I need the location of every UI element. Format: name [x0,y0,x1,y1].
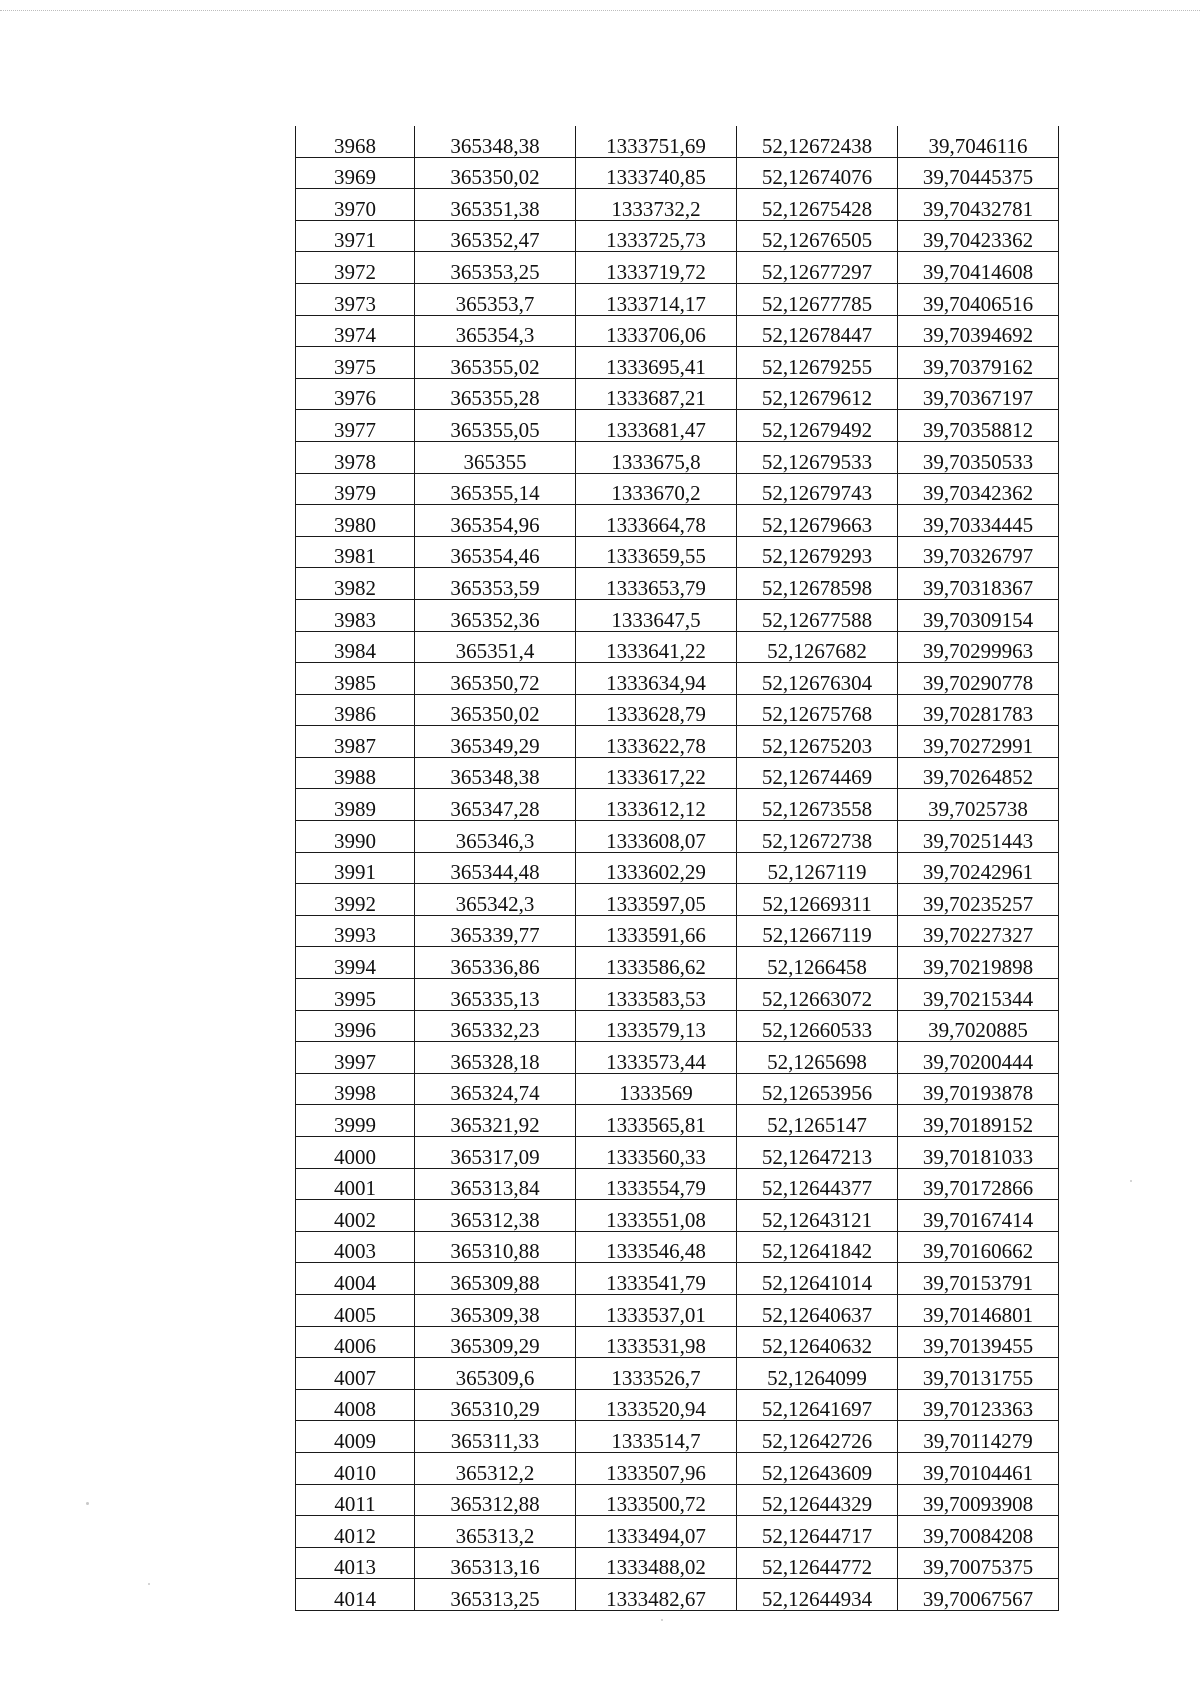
table-row [296,157,1059,189]
longitude-cell: 39,70445375 [898,157,1059,189]
x-coordinate-cell: 365313,2 [415,1516,576,1548]
y-coordinate-cell: 1333714,17 [576,283,737,315]
longitude-cell: 39,7046116 [898,126,1059,157]
table-row [296,347,1059,379]
latitude-cell: 52,12674469 [737,757,898,789]
latitude-cell: 52,12653956 [737,1073,898,1105]
latitude-cell: 52,12643121 [737,1200,898,1232]
longitude-cell: 39,70358812 [898,410,1059,442]
latitude-cell: 52,12672738 [737,821,898,853]
y-coordinate-cell: 1333641,22 [576,631,737,663]
longitude-cell: 39,70235257 [898,884,1059,916]
y-coordinate-cell: 1333500,72 [576,1484,737,1516]
y-coordinate-cell: 1333526,7 [576,1358,737,1390]
x-coordinate-cell: 365309,29 [415,1326,576,1358]
latitude-cell: 52,12644717 [737,1516,898,1548]
table-row [296,726,1059,758]
longitude-cell: 39,70114279 [898,1421,1059,1453]
latitude-cell: 52,12641014 [737,1263,898,1295]
point-number-cell: 3988 [296,757,415,789]
table-row [296,1421,1059,1453]
x-coordinate-cell: 365354,96 [415,505,576,537]
longitude-cell: 39,7025738 [898,789,1059,821]
latitude-cell: 52,12679293 [737,536,898,568]
table-row [296,663,1059,695]
latitude-cell: 52,12677785 [737,283,898,315]
point-number-cell: 3974 [296,315,415,347]
table-row [296,599,1059,631]
point-number-cell: 3983 [296,599,415,631]
point-number-cell: 3993 [296,915,415,947]
y-coordinate-cell: 1333494,07 [576,1516,737,1548]
table-row [296,568,1059,600]
longitude-cell: 39,70139455 [898,1326,1059,1358]
point-number-cell: 3973 [296,283,415,315]
longitude-cell: 39,70172866 [898,1168,1059,1200]
x-coordinate-cell: 365355,28 [415,378,576,410]
table-row [296,915,1059,947]
x-coordinate-cell: 365350,02 [415,157,576,189]
latitude-cell: 52,12675768 [737,694,898,726]
longitude-cell: 39,70423362 [898,220,1059,252]
table-row [296,473,1059,505]
y-coordinate-cell: 1333591,66 [576,915,737,947]
longitude-cell: 39,7020885 [898,1010,1059,1042]
table-row [296,852,1059,884]
y-coordinate-cell: 1333719,72 [576,252,737,284]
y-coordinate-cell: 1333647,5 [576,599,737,631]
table-row [296,252,1059,284]
table-row [296,315,1059,347]
point-number-cell: 3992 [296,884,415,916]
longitude-cell: 39,70181033 [898,1137,1059,1169]
latitude-cell: 52,1267682 [737,631,898,663]
table-row [296,1168,1059,1200]
y-coordinate-cell: 1333681,47 [576,410,737,442]
table-row [296,1452,1059,1484]
x-coordinate-cell: 365312,2 [415,1452,576,1484]
longitude-cell: 39,70281783 [898,694,1059,726]
point-number-cell: 3971 [296,220,415,252]
latitude-cell: 52,12643609 [737,1452,898,1484]
latitude-cell: 52,1265698 [737,1042,898,1074]
x-coordinate-cell: 365352,36 [415,599,576,631]
x-coordinate-cell: 365312,88 [415,1484,576,1516]
y-coordinate-cell: 1333622,78 [576,726,737,758]
x-coordinate-cell: 365310,88 [415,1231,576,1263]
latitude-cell: 52,12644934 [737,1579,898,1611]
y-coordinate-cell: 1333583,53 [576,979,737,1011]
latitude-cell: 52,12644772 [737,1547,898,1579]
y-coordinate-cell: 1333670,2 [576,473,737,505]
latitude-cell: 52,12644329 [737,1484,898,1516]
latitude-cell: 52,12673558 [737,789,898,821]
coordinates-table-body [296,126,1059,1610]
x-coordinate-cell: 365317,09 [415,1137,576,1169]
longitude-cell: 39,70084208 [898,1516,1059,1548]
table-row [296,1010,1059,1042]
longitude-cell: 39,70334445 [898,505,1059,537]
x-coordinate-cell: 365352,47 [415,220,576,252]
x-coordinate-cell: 365350,72 [415,663,576,695]
longitude-cell: 39,70272991 [898,726,1059,758]
table-row [296,1358,1059,1390]
x-coordinate-cell: 365310,29 [415,1389,576,1421]
longitude-cell: 39,70318367 [898,568,1059,600]
x-coordinate-cell: 365311,33 [415,1421,576,1453]
longitude-cell: 39,70264852 [898,757,1059,789]
table-row [296,1105,1059,1137]
point-number-cell: 3970 [296,189,415,221]
latitude-cell: 52,12660533 [737,1010,898,1042]
x-coordinate-cell: 365355,05 [415,410,576,442]
point-number-cell: 4009 [296,1421,415,1453]
latitude-cell: 52,12642726 [737,1421,898,1453]
longitude-cell: 39,70227327 [898,915,1059,947]
y-coordinate-cell: 1333573,44 [576,1042,737,1074]
x-coordinate-cell: 365346,3 [415,821,576,853]
longitude-cell: 39,70342362 [898,473,1059,505]
point-number-cell: 4002 [296,1200,415,1232]
point-number-cell: 4004 [296,1263,415,1295]
latitude-cell: 52,12678598 [737,568,898,600]
point-number-cell: 3980 [296,505,415,537]
table-row [296,283,1059,315]
point-number-cell: 3976 [296,378,415,410]
table-row [296,1516,1059,1548]
table-row [296,189,1059,221]
point-number-cell: 3975 [296,347,415,379]
table-row [296,441,1059,473]
longitude-cell: 39,70290778 [898,663,1059,695]
y-coordinate-cell: 1333569 [576,1073,737,1105]
y-coordinate-cell: 1333608,07 [576,821,737,853]
point-number-cell: 4013 [296,1547,415,1579]
latitude-cell: 52,12679492 [737,410,898,442]
point-number-cell: 3972 [296,252,415,284]
x-coordinate-cell: 365332,23 [415,1010,576,1042]
longitude-cell: 39,70131755 [898,1358,1059,1390]
point-number-cell: 4003 [296,1231,415,1263]
latitude-cell: 52,12675428 [737,189,898,221]
x-coordinate-cell: 365353,59 [415,568,576,600]
longitude-cell: 39,70189152 [898,1105,1059,1137]
table-row [296,821,1059,853]
latitude-cell: 52,12640632 [737,1326,898,1358]
table-row [296,536,1059,568]
y-coordinate-cell: 1333507,96 [576,1452,737,1484]
point-number-cell: 4012 [296,1516,415,1548]
table-row [296,979,1059,1011]
point-number-cell: 3996 [296,1010,415,1042]
latitude-cell: 52,12640637 [737,1294,898,1326]
table-row [296,1579,1059,1611]
point-number-cell: 3999 [296,1105,415,1137]
latitude-cell: 52,12679663 [737,505,898,537]
latitude-cell: 52,12679533 [737,441,898,473]
x-coordinate-cell: 365350,02 [415,694,576,726]
scan-speck [86,1502,89,1505]
scan-speck [661,1619,663,1621]
y-coordinate-cell: 1333537,01 [576,1294,737,1326]
x-coordinate-cell: 365348,38 [415,126,576,157]
x-coordinate-cell: 365309,38 [415,1294,576,1326]
y-coordinate-cell: 1333664,78 [576,505,737,537]
latitude-cell: 52,1264099 [737,1358,898,1390]
x-coordinate-cell: 365339,77 [415,915,576,947]
point-number-cell: 3968 [296,126,415,157]
table-row [296,505,1059,537]
table-row [296,789,1059,821]
point-number-cell: 4006 [296,1326,415,1358]
point-number-cell: 3994 [296,947,415,979]
point-number-cell: 3995 [296,979,415,1011]
y-coordinate-cell: 1333597,05 [576,884,737,916]
table-row [296,757,1059,789]
x-coordinate-cell: 365347,28 [415,789,576,821]
table-row [296,1137,1059,1169]
x-coordinate-cell: 365355,02 [415,347,576,379]
longitude-cell: 39,70167414 [898,1200,1059,1232]
x-coordinate-cell: 365348,38 [415,757,576,789]
longitude-cell: 39,70193878 [898,1073,1059,1105]
x-coordinate-cell: 365353,7 [415,283,576,315]
table-row [296,1200,1059,1232]
latitude-cell: 52,12679612 [737,378,898,410]
point-number-cell: 3986 [296,694,415,726]
point-number-cell: 3978 [296,441,415,473]
y-coordinate-cell: 1333560,33 [576,1137,737,1169]
table-row [296,1073,1059,1105]
table-row [296,1231,1059,1263]
x-coordinate-cell: 365328,18 [415,1042,576,1074]
x-coordinate-cell: 365354,3 [415,315,576,347]
table-row [296,220,1059,252]
y-coordinate-cell: 1333706,06 [576,315,737,347]
x-coordinate-cell: 365336,86 [415,947,576,979]
longitude-cell: 39,70309154 [898,599,1059,631]
latitude-cell: 52,12678447 [737,315,898,347]
latitude-cell: 52,12672438 [737,126,898,157]
x-coordinate-cell: 365353,25 [415,252,576,284]
point-number-cell: 3985 [296,663,415,695]
y-coordinate-cell: 1333482,67 [576,1579,737,1611]
y-coordinate-cell: 1333751,69 [576,126,737,157]
longitude-cell: 39,70200444 [898,1042,1059,1074]
y-coordinate-cell: 1333546,48 [576,1231,737,1263]
y-coordinate-cell: 1333628,79 [576,694,737,726]
latitude-cell: 52,12663072 [737,979,898,1011]
longitude-cell: 39,70153791 [898,1263,1059,1295]
longitude-cell: 39,70394692 [898,315,1059,347]
longitude-cell: 39,70123363 [898,1389,1059,1421]
longitude-cell: 39,70406516 [898,283,1059,315]
x-coordinate-cell: 365313,25 [415,1579,576,1611]
longitude-cell: 39,70414608 [898,252,1059,284]
longitude-cell: 39,70350533 [898,441,1059,473]
y-coordinate-cell: 1333732,2 [576,189,737,221]
point-number-cell: 4010 [296,1452,415,1484]
point-number-cell: 3997 [296,1042,415,1074]
x-coordinate-cell: 365351,4 [415,631,576,663]
scan-edge-line [0,10,1200,11]
y-coordinate-cell: 1333740,85 [576,157,737,189]
table-row [296,1326,1059,1358]
y-coordinate-cell: 1333695,41 [576,347,737,379]
point-number-cell: 3990 [296,821,415,853]
point-number-cell: 3977 [296,410,415,442]
table-row [296,694,1059,726]
x-coordinate-cell: 365309,88 [415,1263,576,1295]
y-coordinate-cell: 1333653,79 [576,568,737,600]
latitude-cell: 52,12675203 [737,726,898,758]
x-coordinate-cell: 365309,6 [415,1358,576,1390]
longitude-cell: 39,70093908 [898,1484,1059,1516]
longitude-cell: 39,70242961 [898,852,1059,884]
table-row [296,126,1059,157]
coordinates-table [295,126,1059,1611]
latitude-cell: 52,12679743 [737,473,898,505]
latitude-cell: 52,1266458 [737,947,898,979]
point-number-cell: 4005 [296,1294,415,1326]
y-coordinate-cell: 1333488,02 [576,1547,737,1579]
y-coordinate-cell: 1333554,79 [576,1168,737,1200]
latitude-cell: 52,12677588 [737,599,898,631]
y-coordinate-cell: 1333602,29 [576,852,737,884]
longitude-cell: 39,70326797 [898,536,1059,568]
latitude-cell: 52,12669311 [737,884,898,916]
x-coordinate-cell: 365355,14 [415,473,576,505]
point-number-cell: 3998 [296,1073,415,1105]
latitude-cell: 52,12644377 [737,1168,898,1200]
longitude-cell: 39,70299963 [898,631,1059,663]
x-coordinate-cell: 365349,29 [415,726,576,758]
latitude-cell: 52,12641842 [737,1231,898,1263]
latitude-cell: 52,12676505 [737,220,898,252]
point-number-cell: 4011 [296,1484,415,1516]
x-coordinate-cell: 365342,3 [415,884,576,916]
table-row [296,947,1059,979]
table-row [296,1294,1059,1326]
y-coordinate-cell: 1333617,22 [576,757,737,789]
point-number-cell: 4007 [296,1358,415,1390]
longitude-cell: 39,70379162 [898,347,1059,379]
x-coordinate-cell: 365344,48 [415,852,576,884]
table-row [296,1484,1059,1516]
point-number-cell: 4008 [296,1389,415,1421]
x-coordinate-cell: 365313,16 [415,1547,576,1579]
scan-speck [1130,1180,1132,1182]
x-coordinate-cell: 365313,84 [415,1168,576,1200]
longitude-cell: 39,70432781 [898,189,1059,221]
table-row [296,631,1059,663]
y-coordinate-cell: 1333541,79 [576,1263,737,1295]
y-coordinate-cell: 1333586,62 [576,947,737,979]
point-number-cell: 4000 [296,1137,415,1169]
latitude-cell: 52,12679255 [737,347,898,379]
latitude-cell: 52,12676304 [737,663,898,695]
y-coordinate-cell: 1333579,13 [576,1010,737,1042]
y-coordinate-cell: 1333659,55 [576,536,737,568]
x-coordinate-cell: 365354,46 [415,536,576,568]
latitude-cell: 52,12667119 [737,915,898,947]
table-row [296,884,1059,916]
latitude-cell: 52,1265147 [737,1105,898,1137]
point-number-cell: 3979 [296,473,415,505]
point-number-cell: 3981 [296,536,415,568]
x-coordinate-cell: 365335,13 [415,979,576,1011]
point-number-cell: 3982 [296,568,415,600]
point-number-cell: 3987 [296,726,415,758]
x-coordinate-cell: 365312,38 [415,1200,576,1232]
longitude-cell: 39,70215344 [898,979,1059,1011]
table-row [296,1389,1059,1421]
point-number-cell: 4001 [296,1168,415,1200]
y-coordinate-cell: 1333687,21 [576,378,737,410]
longitude-cell: 39,70067567 [898,1579,1059,1611]
y-coordinate-cell: 1333675,8 [576,441,737,473]
longitude-cell: 39,70251443 [898,821,1059,853]
longitude-cell: 39,70367197 [898,378,1059,410]
latitude-cell: 52,12674076 [737,157,898,189]
table-row [296,1263,1059,1295]
longitude-cell: 39,70104461 [898,1452,1059,1484]
point-number-cell: 3991 [296,852,415,884]
y-coordinate-cell: 1333565,81 [576,1105,737,1137]
document-page [295,126,1058,1611]
y-coordinate-cell: 1333725,73 [576,220,737,252]
x-coordinate-cell: 365351,38 [415,189,576,221]
point-number-cell: 3989 [296,789,415,821]
latitude-cell: 52,12641697 [737,1389,898,1421]
y-coordinate-cell: 1333551,08 [576,1200,737,1232]
latitude-cell: 52,12677297 [737,252,898,284]
longitude-cell: 39,70160662 [898,1231,1059,1263]
scan-speck [148,1583,150,1585]
x-coordinate-cell: 365355 [415,441,576,473]
longitude-cell: 39,70075375 [898,1547,1059,1579]
longitude-cell: 39,70219898 [898,947,1059,979]
latitude-cell: 52,1267119 [737,852,898,884]
table-row [296,1547,1059,1579]
y-coordinate-cell: 1333531,98 [576,1326,737,1358]
y-coordinate-cell: 1333520,94 [576,1389,737,1421]
table-row [296,1042,1059,1074]
x-coordinate-cell: 365321,92 [415,1105,576,1137]
x-coordinate-cell: 365324,74 [415,1073,576,1105]
point-number-cell: 4014 [296,1579,415,1611]
table-row [296,378,1059,410]
point-number-cell: 3984 [296,631,415,663]
latitude-cell: 52,12647213 [737,1137,898,1169]
y-coordinate-cell: 1333514,7 [576,1421,737,1453]
table-row [296,410,1059,442]
y-coordinate-cell: 1333634,94 [576,663,737,695]
point-number-cell: 3969 [296,157,415,189]
y-coordinate-cell: 1333612,12 [576,789,737,821]
longitude-cell: 39,70146801 [898,1294,1059,1326]
